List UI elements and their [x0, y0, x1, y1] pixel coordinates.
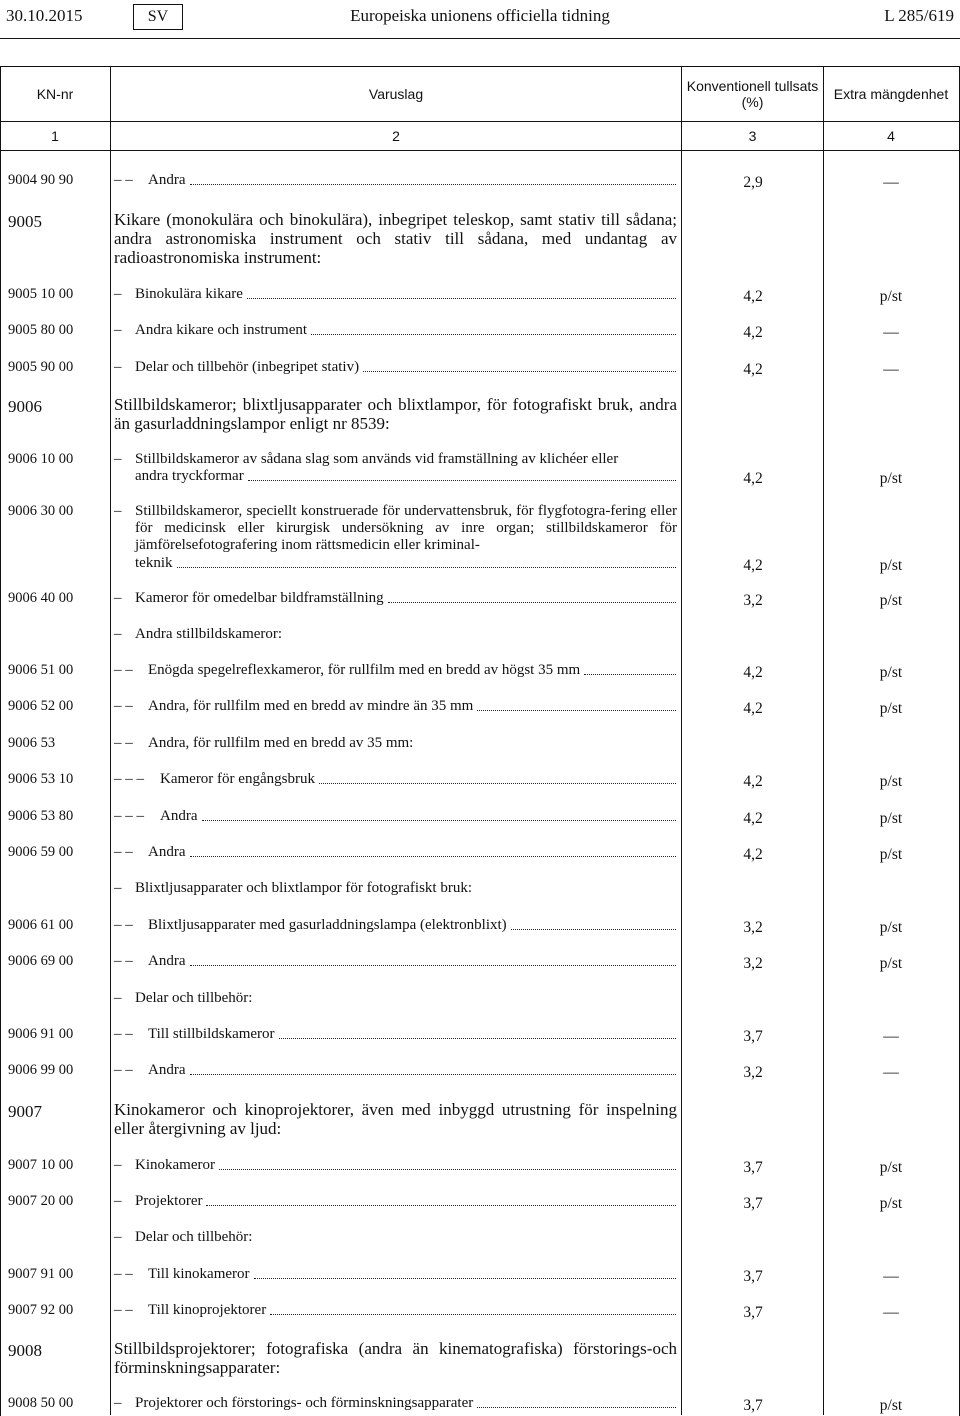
column-divider	[681, 66, 682, 1415]
indent-dashes: –	[114, 626, 122, 642]
description-line	[135, 1193, 679, 1210]
indent-dashes: –	[114, 1193, 122, 1209]
column-number-3: 3	[748, 128, 757, 144]
kn-code: 9007 92 00	[8, 1302, 74, 1318]
language-badge: SV	[133, 4, 183, 30]
dot-leader	[311, 334, 676, 335]
column-header-kn-nr: KN-nr	[36, 86, 74, 102]
dot-leader	[388, 602, 676, 603]
dot-leader	[584, 674, 676, 675]
description-text: Stillbildskameror, speciellt konstruerade för undervattensbruk, för flygfotogra-fering eller för medicinsk eller kirurgisk undersökning av inre organ; stillbildskameror för jämförelsefotografering inom rättsmedicin eller kriminal-	[135, 503, 677, 553]
column-header-tullsats-line1: Konventionell tullsats	[686, 78, 819, 94]
description-text: andra tryckformar	[135, 468, 244, 484]
description-line	[160, 808, 679, 825]
dot-leader	[477, 1407, 676, 1408]
indent-dashes: –	[114, 1395, 122, 1411]
duty-rate: 3,7	[743, 1159, 763, 1176]
supplementary-unit: —	[883, 324, 899, 341]
indent-dashes: –	[114, 590, 122, 606]
kn-code: 9006 53 80	[8, 808, 74, 824]
duty-rate: 3,7	[743, 1304, 763, 1321]
indent-dashes: – –	[114, 917, 133, 933]
kn-code: 9006	[8, 397, 42, 416]
kn-code: 9006 69 00	[8, 953, 74, 969]
duty-rate: 4,2	[743, 810, 763, 827]
description-text: Andra stillbildskameror:	[135, 626, 283, 642]
heading-text: Stillbildsprojektorer; fotografiska (andra än kinematografiska) förstorings-och förminskningsapparater:	[114, 1339, 677, 1377]
supplementary-unit: —	[883, 1268, 899, 1285]
description-text: Andra	[148, 844, 186, 860]
heading-text: Kikare (monokulära och binokulära), inbegripet teleskop, samt stativ till sådana; andra astronomiska instrument och stativ till sådana, med undantag av radioastronomiska instrument:	[114, 210, 677, 267]
indent-dashes: – –	[114, 735, 133, 751]
description-line	[135, 1395, 679, 1412]
indent-dashes: – –	[114, 698, 133, 714]
description-line	[135, 322, 679, 339]
indent-dashes: – –	[114, 1062, 133, 1078]
kn-code: 9008	[8, 1341, 42, 1360]
indent-dashes: – –	[114, 172, 133, 188]
description-text: Delar och tillbehör (inbegripet stativ)	[135, 359, 360, 375]
supplementary-unit: —	[883, 361, 899, 378]
description-line	[148, 1266, 679, 1283]
dot-leader	[363, 371, 676, 372]
indent-dashes: –	[114, 1229, 122, 1245]
description-text: Enögda spegelreflexkameror, för rullfilm med en bredd av högst 35 mm	[148, 662, 581, 678]
description-line	[135, 590, 679, 607]
description-text: Binokulära kikare	[135, 286, 243, 302]
description-line	[148, 735, 679, 752]
description-text: Kameror för engångsbruk	[160, 771, 315, 787]
kn-code: 9006 10 00	[8, 451, 74, 467]
dot-leader	[248, 480, 676, 481]
description-line	[135, 1157, 679, 1174]
header-divider	[0, 38, 960, 39]
description-line	[135, 359, 679, 376]
description-line	[148, 1062, 679, 1079]
dot-leader	[319, 783, 676, 784]
duty-rate: 3,2	[743, 919, 763, 936]
description-text: Andra, för rullfilm med en bredd av mindre än 35 mm	[148, 698, 474, 714]
kn-code: 9007 20 00	[8, 1193, 74, 1209]
duty-rate: 4,2	[743, 846, 763, 863]
dot-leader	[190, 1074, 677, 1075]
description-text: Till kinokameror	[148, 1266, 250, 1282]
column-number-4: 4	[887, 128, 895, 144]
duty-rate: 3,7	[743, 1028, 763, 1045]
kn-code: 9005 10 00	[8, 286, 74, 302]
duty-rate: 3,2	[743, 592, 763, 609]
description-line	[135, 990, 679, 1007]
description-line	[148, 698, 679, 715]
description-text: Till stillbildskameror	[148, 1026, 275, 1042]
indent-dashes: –	[114, 286, 122, 302]
duty-rate: 2,9	[743, 174, 763, 191]
description-line	[135, 880, 679, 897]
description-line	[135, 1229, 679, 1246]
number-row-divider	[0, 150, 960, 151]
column-header-varuslag: Varuslag	[368, 86, 424, 102]
description-text: Andra	[148, 1062, 186, 1078]
description-line	[160, 771, 679, 788]
column-divider	[823, 66, 824, 1415]
indent-dashes: – –	[114, 844, 133, 860]
indent-dashes: – –	[114, 662, 133, 678]
supplementary-unit: p/st	[879, 846, 903, 863]
supplementary-unit: —	[883, 174, 899, 191]
journal-title: Europeiska unionens officiella tidning	[350, 6, 610, 25]
dot-leader	[190, 184, 677, 185]
description-line	[148, 1302, 679, 1319]
column-divider	[110, 66, 111, 1415]
kn-code: 9004 90 90	[8, 172, 74, 188]
dot-leader	[477, 710, 676, 711]
indent-dashes: –	[114, 451, 122, 467]
description-line	[148, 844, 679, 861]
duty-rate: 3,2	[743, 955, 763, 972]
dot-leader	[270, 1314, 676, 1315]
duty-rate: 3,7	[743, 1195, 763, 1212]
duty-rate: 4,2	[743, 664, 763, 681]
kn-code: 9007 10 00	[8, 1157, 74, 1173]
supplementary-unit: p/st	[879, 664, 903, 681]
dot-leader	[511, 929, 676, 930]
kn-code: 9006 51 00	[8, 662, 74, 678]
duty-rate: 3,7	[743, 1397, 763, 1414]
indent-dashes: – –	[114, 1302, 133, 1318]
supplementary-unit: p/st	[879, 1195, 903, 1212]
supplementary-unit: p/st	[879, 592, 903, 609]
dot-leader	[247, 298, 676, 299]
description-text: Andra	[148, 172, 186, 188]
description-line	[148, 953, 679, 970]
indent-dashes: –	[114, 503, 122, 519]
duty-rate: 4,2	[743, 700, 763, 717]
kn-code: 9005	[8, 212, 42, 231]
description-text: Andra kikare och instrument	[135, 322, 308, 338]
kn-code: 9007	[8, 1102, 42, 1121]
heading-text: Stillbildskameror; blixtljusapparater och blixtlampor, för fotografiskt bruk, andra än gasurladdningslampor enligt nr 8539:	[114, 395, 677, 433]
supplementary-unit: —	[883, 1064, 899, 1081]
column-number-2: 2	[392, 128, 400, 144]
duty-rate: 4,2	[743, 773, 763, 790]
indent-dashes: –	[114, 322, 122, 338]
description-line	[135, 286, 679, 303]
description-text: Blixtljusapparater och blixtlampor för fotografiskt bruk:	[135, 880, 473, 896]
kn-code: 9008 50 00	[8, 1395, 74, 1411]
duty-rate: 3,2	[743, 1064, 763, 1081]
description-text: teknik	[135, 555, 173, 571]
header-row-divider	[0, 121, 960, 122]
duty-rate: 4,2	[743, 324, 763, 341]
indent-dashes: – –	[114, 1266, 133, 1282]
supplementary-unit: —	[883, 1028, 899, 1045]
description-text: Projektorer	[135, 1193, 203, 1209]
kn-code: 9006 30 00	[8, 503, 74, 519]
description-line	[135, 555, 679, 572]
dot-leader	[190, 856, 677, 857]
indent-dashes: – –	[114, 953, 133, 969]
dot-leader	[190, 965, 677, 966]
description-text: Delar och tillbehör:	[135, 990, 253, 1006]
kn-code: 9007 91 00	[8, 1266, 74, 1282]
duty-rate: 4,2	[743, 361, 763, 378]
supplementary-unit: p/st	[879, 557, 903, 574]
column-header-tullsats-line2: (%)	[741, 94, 764, 110]
description-line	[135, 626, 679, 643]
indent-dashes: –	[114, 1157, 122, 1173]
kn-code: 9006 52 00	[8, 698, 74, 714]
description-line	[148, 917, 679, 934]
supplementary-unit: p/st	[879, 955, 903, 972]
description-text: Delar och tillbehör:	[135, 1229, 253, 1245]
indent-dashes: –	[114, 359, 122, 375]
description-text: Blixtljusapparater med gasurladdningslampa (elektronblixt)	[148, 917, 507, 933]
supplementary-unit: —	[883, 1304, 899, 1321]
indent-dashes: – –	[114, 1026, 133, 1042]
kn-code: 9006 91 00	[8, 1026, 74, 1042]
supplementary-unit: p/st	[879, 288, 903, 305]
dot-leader	[279, 1038, 676, 1039]
column-header-extra-unit: Extra mängdenhet	[833, 86, 949, 102]
kn-code: 9005 80 00	[8, 322, 74, 338]
duty-rate: 4,2	[743, 557, 763, 574]
kn-code: 9005 90 00	[8, 359, 74, 375]
description-line	[135, 468, 679, 485]
dot-leader	[202, 820, 677, 821]
description-text: Till kinoprojektorer	[148, 1302, 267, 1318]
supplementary-unit: p/st	[879, 1397, 903, 1414]
kn-code: 9006 61 00	[8, 917, 74, 933]
duty-rate: 4,2	[743, 288, 763, 305]
supplementary-unit: p/st	[879, 810, 903, 827]
duty-rate: 3,7	[743, 1268, 763, 1285]
supplementary-unit: p/st	[879, 773, 903, 790]
dot-leader	[254, 1278, 676, 1279]
description-text: Andra, för rullfilm med en bredd av 35 mm:	[148, 735, 414, 751]
description-line	[148, 1026, 679, 1043]
dot-leader	[219, 1169, 676, 1170]
indent-dashes: – – –	[114, 771, 144, 787]
description-text: Andra	[160, 808, 198, 824]
kn-code: 9006 53 10	[8, 771, 74, 787]
description-line	[148, 172, 679, 189]
dot-leader	[177, 567, 677, 568]
kn-code: 9006 59 00	[8, 844, 74, 860]
page-reference: L 285/619	[884, 6, 954, 25]
dot-leader	[206, 1205, 676, 1206]
description-text: Kinokameror	[135, 1157, 215, 1173]
column-number-1: 1	[51, 128, 59, 144]
kn-code: 9006 40 00	[8, 590, 74, 606]
kn-code: 9006 53	[8, 735, 56, 751]
kn-code: 9006 99 00	[8, 1062, 74, 1078]
description-line	[148, 662, 679, 679]
supplementary-unit: p/st	[879, 470, 903, 487]
indent-dashes: – – –	[114, 808, 144, 824]
column-header-tullsats	[682, 78, 823, 110]
description-text: Projektorer och förstorings- och förminskningsapparater	[135, 1395, 474, 1411]
duty-rate: 4,2	[743, 470, 763, 487]
indent-dashes: –	[114, 880, 122, 896]
supplementary-unit: p/st	[879, 1159, 903, 1176]
indent-dashes: –	[114, 990, 122, 1006]
description-text: Kameror för omedelbar bildframställning	[135, 590, 384, 606]
publication-date: 30.10.2015	[6, 6, 83, 25]
description-text: Stillbildskameror av sådana slag som används vid framställning av klichéer eller	[135, 451, 619, 467]
heading-text: Kinokameror och kinoprojektorer, även med inbyggd utrustning för inspelning eller återgivning av ljud:	[114, 1100, 677, 1138]
supplementary-unit: p/st	[879, 919, 903, 936]
description-text: Andra	[148, 953, 186, 969]
supplementary-unit: p/st	[879, 700, 903, 717]
